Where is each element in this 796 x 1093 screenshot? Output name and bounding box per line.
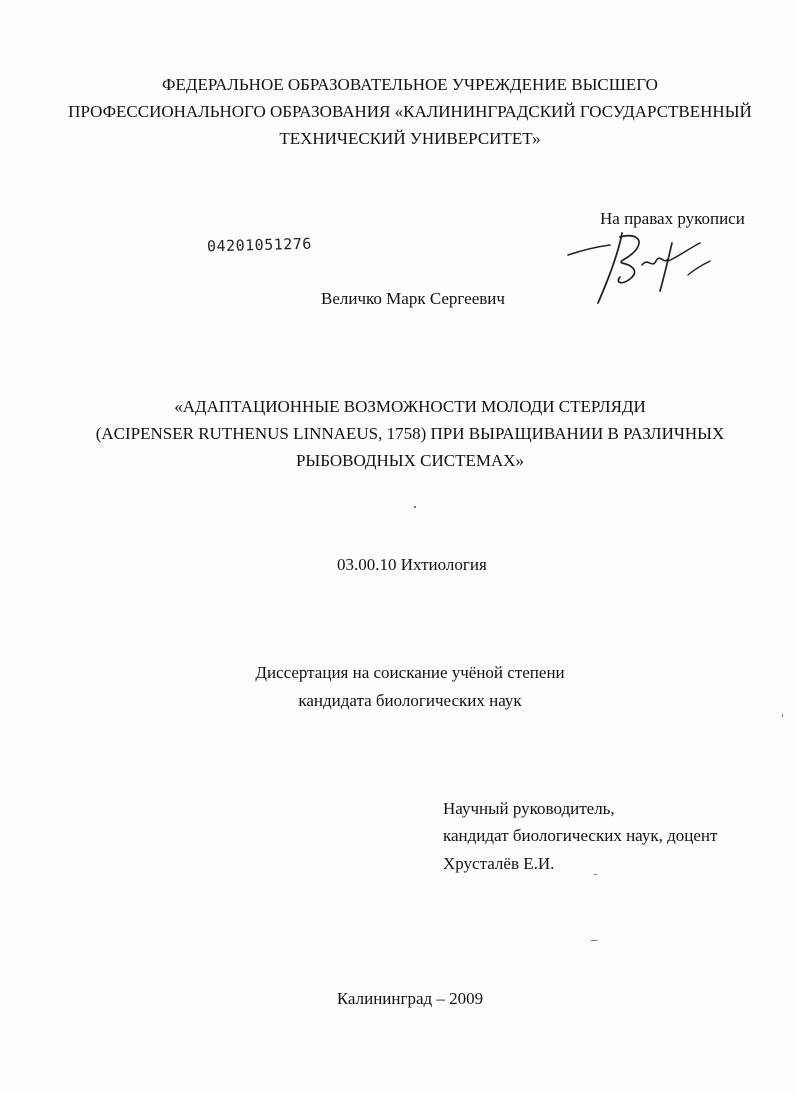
city-year: Калининград – 2009: [336, 989, 484, 1008]
scan-speck: [782, 714, 783, 717]
thesis-title-line-3: РЫБОВОДНЫХ СИСТЕМАХ»: [295, 451, 525, 470]
specialty-code: 03.00.10 Ихтиология: [337, 555, 487, 574]
scan-speck: [591, 940, 597, 941]
author-name: Величко Марк Сергеевич: [321, 289, 505, 308]
thesis-title-line-1: «АДАПТАЦИОННЫЕ ВОЗМОЖНОСТИ МОЛОДИ СТЕРЛЯДИ: [174, 397, 646, 416]
supervisor-credentials: кандидат биологических наук, доцент: [443, 826, 718, 845]
institution-line-2: ПРОФЕССИОНАЛЬНОГО ОБРАЗОВАНИЯ «КАЛИНИНГРАДСКИЙ ГОСУДАРСТВЕННЫЙ: [68, 102, 752, 121]
supervisor-name: Хрусталёв Е.И.: [443, 854, 555, 873]
institution-line-3: ТЕХНИЧЕСКИЙ УНИВЕРСИТЕТ»: [279, 129, 541, 148]
degree-line-2: кандидата биологических наук: [298, 691, 522, 710]
signature-image: [560, 225, 720, 310]
scan-speck: [414, 506, 416, 508]
registration-number-stamp: 04201051276: [206, 234, 313, 256]
institution-line-1: ФЕДЕРАЛЬНОЕ ОБРАЗОВАТЕЛЬНОЕ УЧРЕЖДЕНИЕ ВЫСШЕГО: [162, 75, 658, 94]
degree-line-1: Диссертация на соискание учёной степени: [255, 663, 565, 682]
rights-note: На правах рукописи: [600, 209, 745, 228]
thesis-title-line-2: (ACIPENSER RUTHENUS LINNAEUS, 1758) ПРИ ВЫРАЩИВАНИИ В РАЗЛИЧНЫХ: [95, 424, 725, 443]
scan-speck: [594, 874, 597, 875]
supervisor-label: Научный руководитель,: [443, 799, 615, 818]
